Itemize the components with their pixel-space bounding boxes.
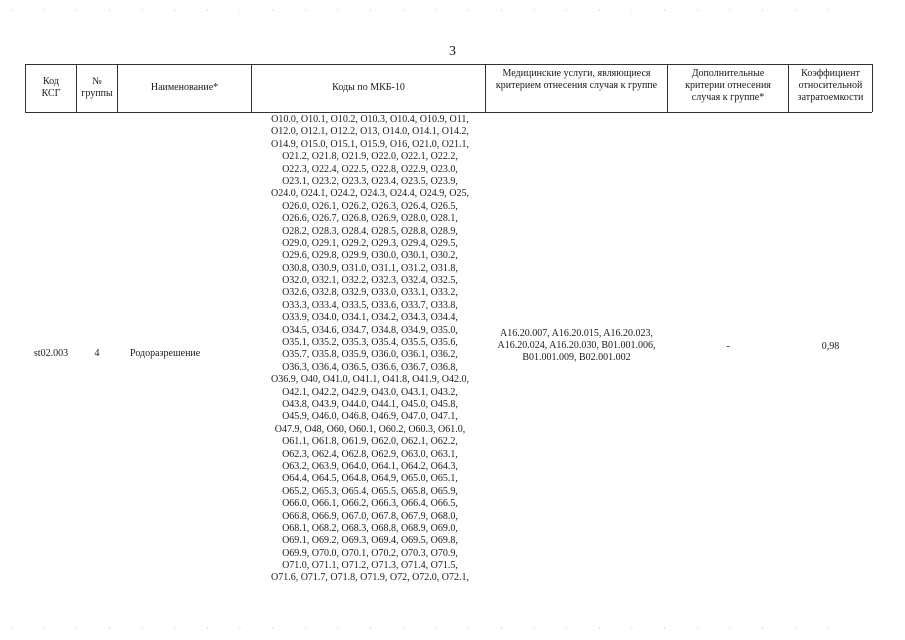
icd10-code-line: O14.9, O15.0, O15.1, O15.9, O16, O21.0, O21.1, bbox=[270, 138, 470, 150]
icd10-code-line: O69.1, O69.2, O69.3, O69.4, O69.5, O69.8, bbox=[282, 535, 458, 547]
icd10-code-line: O23.1, O23.2, O23.3, O23.4, O23.5, O23.9, bbox=[282, 175, 458, 187]
header-cost-coefficient: Коэффициент относительной затратоемкости bbox=[797, 68, 864, 103]
scan-dots: · · · · · · · · · · · · · · · · · · · · · · · · · · bbox=[10, 624, 844, 633]
icd10-code-line: O65.2, O65.3, O65.4, O65.5, O65.8, O65.9, bbox=[282, 485, 458, 497]
header-additional-criteria: Дополнительные критерии отнесения случая к группе* bbox=[685, 68, 771, 103]
icd10-code-line: O34.5, O34.6, O34.7, O34.8, O34.9, O35.0, bbox=[282, 324, 458, 336]
cell-name: Родоразрешение bbox=[130, 348, 201, 359]
service-line: A16.20.024, A16.20.030, B01.001.006, bbox=[497, 340, 656, 351]
header-ksg-code: Код КСГ bbox=[41, 76, 61, 99]
icd10-code-line: O24.0, O24.1, O24.2, O24.3, O24.4, O24.9, O25, bbox=[270, 188, 470, 200]
icd10-code-line: O12.0, O12.1, O12.2, O13, O14.0, O14.1, O14.2, bbox=[270, 126, 470, 138]
icd10-code-line: O33.3, O33.4, O33.5, O33.6, O33.7, O33.8, bbox=[282, 299, 458, 311]
icd10-code-line: O33.9, O34.0, O34.1, O34.2, O34.3, O34.4, bbox=[282, 312, 458, 324]
icd10-code-line: O10.0, O10.1, O10.2, O10.3, O10.4, O10.9, O11, bbox=[271, 114, 469, 125]
icd10-code-line: O35.1, O35.2, O35.3, O35.4, O35.5, O35.6, bbox=[282, 337, 458, 349]
table-header-bottom-rule bbox=[25, 112, 872, 113]
icd10-code-line: O45.9, O46.0, O46.8, O46.9, O47.0, O47.1, bbox=[282, 411, 458, 423]
icd10-code-line: O32.6, O32.8, O32.9, O33.0, O33.1, O33.2, bbox=[282, 287, 458, 299]
cell-medical-services bbox=[486, 328, 667, 364]
icd10-code-line: O71.6, O71.7, O71.8, O71.9, O72, O72.0, O72.1, bbox=[270, 572, 470, 584]
icd10-code-line: O32.0, O32.1, O32.2, O32.3, O32.4, O32.5, bbox=[282, 275, 458, 287]
icd10-code-line: O36.3, O36.4, O36.5, O36.6, O36.7, O36.8, bbox=[282, 361, 458, 373]
scan-dots: · · · · · · · · · · · · · · · · · · · · · · · · · · bbox=[10, 6, 844, 15]
icd10-code-line: O29.0, O29.1, O29.2, O29.3, O29.4, O29.5, bbox=[282, 237, 458, 249]
icd10-code-line: O69.9, O70.0, O70.1, O70.2, O70.3, O70.9, bbox=[282, 547, 458, 559]
icd10-code-line: O43.8, O43.9, O44.0, O44.1, O45.0, O45.8, bbox=[282, 398, 458, 410]
header-icd10-codes: Коды по МКБ-10 bbox=[332, 82, 405, 93]
cell-icd10-codes bbox=[255, 114, 485, 585]
icd10-code-line: O35.7, O35.8, O35.9, O36.0, O36.1, O36.2, bbox=[282, 349, 458, 361]
icd10-code-line: O36.9, O40, O41.0, O41.1, O41.8, O41.9, O42.0, bbox=[270, 374, 470, 386]
icd10-code-line: O66.0, O66.1, O66.2, O66.3, O66.4, O66.5, bbox=[282, 498, 458, 510]
icd10-code-line: O42.1, O42.2, O42.9, O43.0, O43.1, O43.2, bbox=[282, 386, 458, 398]
column-divider bbox=[872, 64, 873, 112]
icd10-code-line: O26.6, O26.7, O26.8, O26.9, O28.0, O28.1, bbox=[282, 213, 458, 225]
icd10-code-line: O26.0, O26.1, O26.2, O26.3, O26.4, O26.5, bbox=[282, 200, 458, 212]
header-name: Наименование* bbox=[150, 82, 219, 93]
icd10-code-line: O28.2, O28.3, O28.4, O28.5, O28.8, O28.9, bbox=[282, 225, 458, 237]
icd10-code-line: O68.1, O68.2, O68.3, O68.8, O68.9, O69.0, bbox=[282, 522, 458, 534]
service-line: A16.20.007, A16.20.015, A16.20.023, bbox=[499, 328, 654, 339]
icd10-code-line: O71.0, O71.1, O71.2, O71.3, O71.4, O71.5, bbox=[282, 560, 458, 572]
header-medical-services: Медицинские услуги, являющиеся критерием отнесения случая к группе bbox=[495, 68, 658, 91]
icd10-code-line: O21.2, O21.8, O21.9, O22.0, O22.1, O22.2, bbox=[282, 151, 458, 163]
page-number: 3 bbox=[449, 44, 456, 59]
icd10-code-line: O64.4, O64.5, O64.8, O64.9, O65.0, O65.1, bbox=[282, 473, 458, 485]
header-group-number: № группы bbox=[81, 76, 113, 99]
icd10-code-line: O30.8, O30.9, O31.0, O31.1, O31.2, O31.8, bbox=[282, 262, 458, 274]
cell-cost-coefficient: 0,98 bbox=[821, 341, 840, 352]
icd10-code-line: O22.3, O22.4, O22.5, O22.8, O22.9, O23.0, bbox=[282, 163, 458, 175]
icd10-code-line: O63.2, O63.9, O64.0, O64.1, O64.2, O64.3, bbox=[282, 460, 458, 472]
icd10-code-line: O66.8, O66.9, O67.0, O67.8, O67.9, O68.0, bbox=[282, 510, 458, 522]
icd10-code-line: O61.1, O61.8, O61.9, O62.0, O62.1, O62.2, bbox=[282, 436, 458, 448]
icd10-code-line: O29.6, O29.8, O29.9, O30.0, O30.1, O30.2, bbox=[282, 250, 458, 262]
icd10-code-line: O62.3, O62.4, O62.8, O62.9, O63.0, O63.1, bbox=[282, 448, 458, 460]
icd10-code-line: O47.9, O48, O60, O60.1, O60.2, O60.3, O61.0, bbox=[274, 423, 466, 435]
cell-group-number: 4 bbox=[94, 348, 100, 359]
cell-ksg-code: st02.003 bbox=[33, 348, 69, 359]
service-line: B01.001.009, B02.001.002 bbox=[522, 352, 631, 363]
cell-additional-criteria: - bbox=[726, 341, 730, 352]
